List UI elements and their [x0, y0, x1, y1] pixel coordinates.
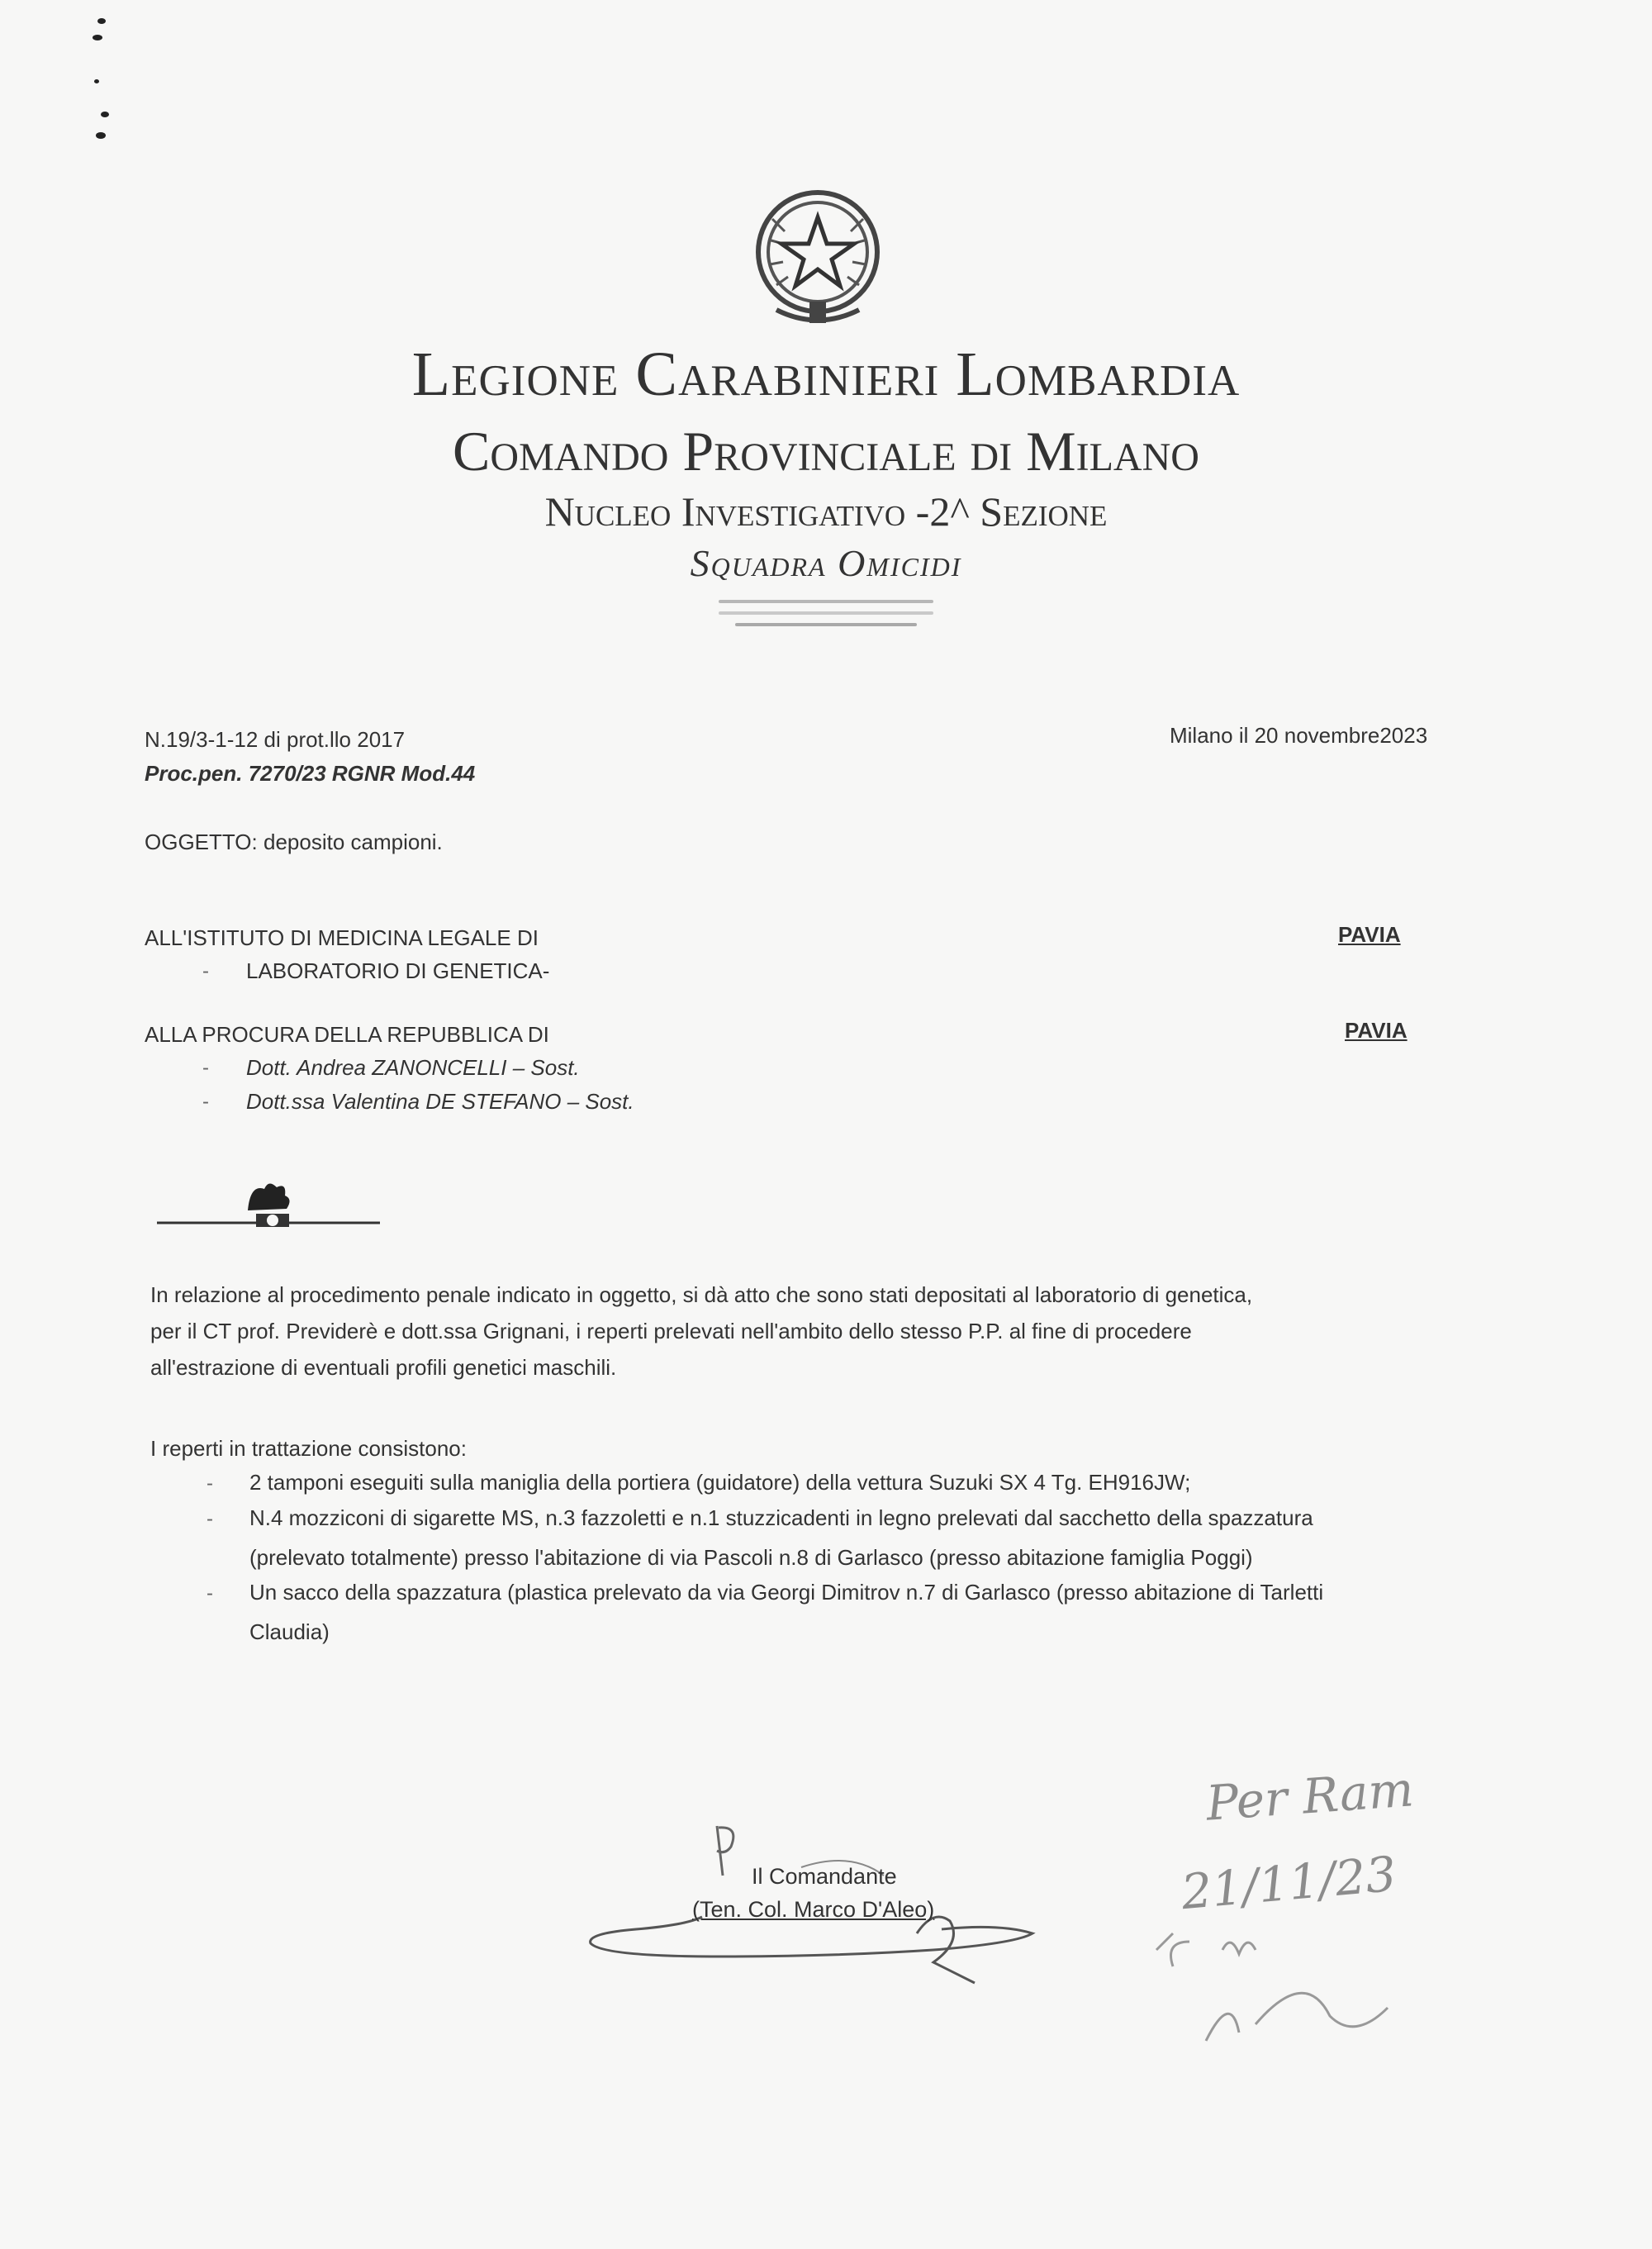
header-unit: Nucleo Investigativo -2^ Sezione: [544, 488, 1108, 535]
scan-speck: [94, 79, 99, 83]
protocol-number: N.19/3-1-12 di prot.llo 2017: [145, 727, 406, 752]
list-bullet: -: [206, 1582, 213, 1605]
handwritten-scribble: [1140, 1917, 1487, 2082]
header-legion: Legione Carabinieri Lombardia: [411, 340, 1241, 409]
item-1-line-1: 2 tamponi eseguiti sulla maniglia della portiera (guidatore) della vettura Suzuki SX 4 Tg. EH916JW;: [249, 1470, 1191, 1495]
subject-line: OGGETTO: deposito campioni.: [145, 830, 443, 854]
recipient-institute-sub: LABORATORIO DI GENETICA-: [246, 958, 550, 983]
body-paragraph: [150, 1277, 1501, 1386]
flame-divider-icon: [153, 1177, 384, 1235]
item-3-line-1: Un sacco della spazzatura (plastica prelevato da via Georgi Dimitrov n.7 di Garlasco (presso abitazione di Tarletti: [249, 1580, 1324, 1605]
items-intro: I reperti in trattazione consistono:: [150, 1436, 467, 1461]
list-bullet: -: [202, 1057, 209, 1079]
item-3-line-2: Claudia): [249, 1619, 330, 1644]
scan-speck: [97, 18, 106, 24]
header-command: Comando Provinciale di Milano: [453, 420, 1199, 483]
scan-speck: [101, 112, 109, 117]
signature-title: Il Comandante: [752, 1864, 897, 1889]
body-paragraph-line: per il CT prof. Previderè e dott.ssa Grignani, i reperti prelevati nell'ambito dello stesso P.P. al fine di procedere: [150, 1319, 1192, 1343]
item-2-line-2: (prelevato totalmente) presso l'abitazione di via Pascoli n.8 di Garlasco (presso abitazione famiglia Poggi): [249, 1545, 1253, 1570]
recipient-institute-city: PAVIA: [1338, 922, 1401, 947]
recipient-procura-sub-2: Dott.ssa Valentina DE STEFANO – Sost.: [246, 1089, 634, 1114]
handwritten-note: [1140, 1752, 1487, 2082]
handwritten-line-2: 21/11/23: [1179, 1845, 1398, 1921]
list-bullet: -: [206, 1508, 213, 1530]
italian-republic-emblem-icon: [752, 186, 884, 335]
recipient-procura-city: PAVIA: [1345, 1018, 1408, 1043]
list-bullet: -: [202, 1091, 209, 1113]
header-squad: Squadra Omicidi: [690, 542, 962, 584]
body-paragraph-line: In relazione al procedimento penale indicato in oggetto, si dà atto che sono stati depositati al laboratorio di genetica,: [150, 1282, 1253, 1307]
list-bullet: -: [202, 960, 209, 982]
letter-date: Milano il 20 novembre2023: [1170, 723, 1428, 748]
handwritten-line-1: Per Ram: [1203, 1761, 1416, 1832]
recipient-procura: ALLA PROCURA DELLA REPUBBLICA DI: [145, 1022, 549, 1047]
recipient-institute: ALL'ISTITUTO DI MEDICINA LEGALE DI: [145, 925, 539, 950]
recipient-procura-sub-1: Dott. Andrea ZANONCELLI – Sost.: [246, 1055, 580, 1080]
signature-name: (Ten. Col. Marco D'Aleo): [692, 1897, 935, 1922]
body-paragraph-line: all'estrazione di eventuali profili genetici maschili.: [150, 1355, 617, 1380]
header-contact-illegible: [710, 595, 942, 630]
procedure-number: Proc.pen. 7270/23 RGNR Mod.44: [145, 761, 476, 786]
list-bullet: -: [206, 1472, 213, 1495]
scan-speck: [93, 35, 102, 40]
item-2-line-1: N.4 mozziconi di sigarette MS, n.3 fazzoletti e n.1 stuzzicadenti in legno prelevati dal sacchetto della spazzatura: [249, 1505, 1313, 1530]
scan-speck: [96, 132, 106, 139]
